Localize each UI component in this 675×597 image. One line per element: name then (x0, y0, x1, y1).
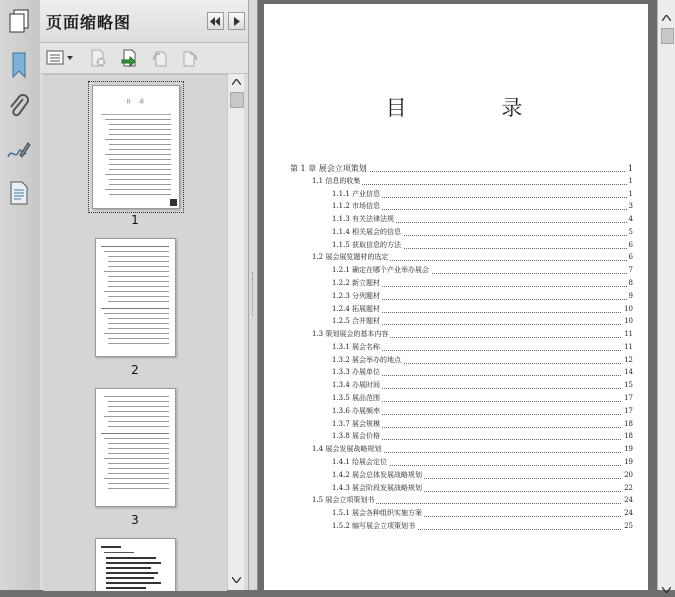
toc-entry-page: 25 (624, 521, 633, 530)
toc-entry[interactable] (290, 496, 633, 506)
toc-entry-label: 1.1.4 相关展会的信息 (332, 227, 402, 236)
thumbnail-toolbar (40, 43, 248, 74)
toc-entry-label: 1.1.3 有关法律法规 (332, 215, 395, 224)
toc-entry[interactable] (290, 432, 633, 442)
doc-scroll-down-icon[interactable] (662, 578, 671, 597)
splitter-grip[interactable] (252, 272, 255, 316)
toc-entry-page: 11 (624, 330, 633, 339)
toc-entry-page: 18 (624, 419, 633, 428)
toc-entry-label: 1.5.1 展会各种组织实施方案 (332, 509, 423, 518)
toc-entry-page: 1 (627, 164, 633, 173)
toc-entry-page: 24 (624, 496, 633, 505)
signature-icon[interactable] (4, 136, 34, 166)
options-icon[interactable] (46, 48, 74, 68)
panel-header (40, 0, 248, 43)
toc-entry[interactable] (290, 381, 633, 391)
toc-entry-label: 1.2.2 新立题材 (332, 279, 381, 288)
toc-entry-label: 1.3.2 展会举办的地点 (332, 355, 402, 364)
toc-entry-page: 19 (624, 457, 633, 466)
document-view (258, 0, 657, 590)
document-scrollbar[interactable] (657, 0, 675, 590)
toc-entry[interactable] (290, 164, 633, 174)
pages-icon[interactable] (4, 6, 34, 36)
toc-entry-label: 1.2.4 拓展题材 (332, 304, 381, 313)
toc-entry-page: 14 (624, 368, 633, 377)
toc-entry-label: 1.1.2 市场信息 (332, 202, 381, 211)
toc-entry-page: 3 (628, 202, 633, 211)
toc-entry[interactable] (290, 509, 633, 519)
toc-entry-label: 1.5.2 编写展会立项策划书 (332, 521, 416, 530)
paperclip-icon[interactable] (4, 92, 34, 122)
toc-entry-label: 1.3.4 办展时间 (332, 381, 381, 390)
thumbnail-number-3: 3 (131, 513, 139, 527)
document-page (264, 4, 648, 590)
thumbnail-number-2: 2 (131, 363, 139, 377)
toc-entry-page: 1 (628, 176, 633, 185)
toc-entry-label: 1.2.3 分列题材 (332, 291, 381, 300)
toc-entry-page: 18 (624, 432, 633, 441)
page-title: 目 录 (385, 96, 567, 120)
toc-entry-page: 8 (628, 279, 633, 288)
toc-entry[interactable] (290, 484, 633, 494)
delete-icon[interactable] (88, 48, 108, 68)
toc-entry-label: 1.1.1 产业信息 (332, 189, 381, 198)
document-icon[interactable] (4, 178, 34, 208)
toc-entry-page: 7 (628, 266, 633, 275)
toc-entry-page: 19 (624, 445, 633, 454)
toc-entry-label: 1.3 策划展会的基本内容 (312, 330, 389, 339)
thumbnail-number-1: 1 (131, 213, 139, 227)
toc-entry-label: 1.4.3 展会阶段发展战略规划 (332, 483, 423, 492)
panel-splitter[interactable] (249, 0, 258, 590)
toc-entry[interactable] (290, 522, 633, 532)
toc-entry-label: 1.5 展会立项策划书 (312, 496, 375, 505)
rotate-ccw-icon[interactable] (150, 48, 170, 68)
toc-entry[interactable] (290, 458, 633, 468)
toc-entry-page: 1 (628, 189, 633, 198)
scroll-up-icon[interactable] (230, 76, 242, 88)
page-thumbnail-3[interactable] (95, 388, 176, 507)
toc-entry[interactable] (290, 356, 633, 366)
toc-entry-page: 11 (624, 342, 633, 351)
toc-entry-label: 1.3.3 办展单位 (332, 368, 381, 377)
toc-entry-page: 24 (624, 509, 633, 518)
navigation-toolbar (0, 0, 41, 590)
thumbnail-scrollbar[interactable] (227, 74, 244, 590)
toc-entry[interactable] (290, 445, 633, 455)
toc-entry-label: 1.1.5 获取信息的方法 (332, 240, 402, 249)
toc-entry-page: 12 (624, 355, 633, 364)
toc-entry-label: 1.3.8 展会价格 (332, 432, 381, 441)
toc-entry-label: 1.2.1 确定在哪个产业举办展会 (332, 266, 430, 275)
doc-scroll-up-icon[interactable] (662, 6, 671, 25)
toc-entry[interactable] (290, 266, 633, 276)
bookmark-icon[interactable] (4, 50, 34, 80)
toc-entry-page: 15 (624, 381, 633, 390)
toc-entry[interactable] (290, 471, 633, 481)
toc-entry[interactable] (290, 330, 633, 340)
toc-entry[interactable] (290, 279, 633, 289)
page-thumbnail-2[interactable] (95, 238, 176, 357)
first-page-icon[interactable] (207, 12, 224, 30)
toc-entry[interactable] (290, 368, 633, 378)
toc-entry[interactable] (290, 202, 633, 212)
toc-entry-label: 1.2.5 合并题材 (332, 317, 381, 326)
toc-entry-label: 1.1 信息的收集 (312, 176, 361, 185)
toc-entry-label: 第 1 章 展会立项策划 (290, 164, 367, 173)
next-page-icon[interactable] (228, 12, 245, 30)
toc-entry-label: 1.4 展会发展战略规划 (312, 445, 382, 454)
insert-pages-icon[interactable] (120, 48, 140, 68)
toc-entry[interactable] (290, 253, 633, 263)
toc-entry[interactable] (290, 241, 633, 251)
thumbnail-list (43, 74, 227, 591)
toc-entry-page: 17 (624, 394, 633, 403)
toc-entry-page: 10 (624, 304, 633, 313)
thumbnails-panel (40, 0, 249, 590)
toc-entry[interactable] (290, 317, 633, 327)
rotate-cw-icon[interactable] (180, 48, 200, 68)
toc-entry[interactable] (290, 394, 633, 404)
toc-entry-page: 6 (628, 253, 633, 262)
toc-entry-page: 20 (624, 470, 633, 479)
toc-entry-page: 4 (628, 215, 633, 224)
scrollbar-thumb[interactable] (230, 92, 244, 108)
toc-entry[interactable] (290, 420, 633, 430)
panel-title: 页面缩略图 (46, 13, 132, 32)
toc-entry[interactable] (290, 228, 633, 238)
doc-scrollbar-thumb[interactable] (661, 28, 674, 44)
toc-entry-page: 9 (628, 291, 633, 300)
toc-entry[interactable] (290, 215, 633, 225)
toc-entry[interactable] (290, 305, 633, 315)
toc-entry-page: 10 (624, 317, 633, 326)
toc-entry-label: 1.4.1 给展会定位 (332, 457, 388, 466)
toc-entry-label: 1.3.5 展品范围 (332, 394, 381, 403)
page-thumbnail-1[interactable]: 目录 (92, 85, 180, 209)
toc-entry[interactable] (290, 343, 633, 353)
toc-entry-label: 1.4.2 展会总体发展战略规划 (332, 470, 423, 479)
scroll-down-icon[interactable] (230, 574, 242, 586)
toc-entry[interactable] (290, 190, 633, 200)
toc-entry-page: 17 (624, 406, 633, 415)
toc-entry[interactable] (290, 177, 633, 187)
toc-entry-page: 6 (628, 240, 633, 249)
toc-entry-label: 1.3.6 办展频率 (332, 406, 381, 415)
toc-entry-label: 1.3.7 展会规模 (332, 419, 381, 428)
toc-entry-page: 5 (628, 227, 633, 236)
toc-entry-page: 22 (624, 483, 633, 492)
toc-entry[interactable] (290, 292, 633, 302)
page-thumbnail-4[interactable] (95, 538, 176, 591)
toc-entry-label: 1.3.1 展会名称 (332, 342, 381, 351)
toc-entry[interactable] (290, 407, 633, 417)
toc-entry-label: 1.2 展会展览题材的选定 (312, 253, 389, 262)
